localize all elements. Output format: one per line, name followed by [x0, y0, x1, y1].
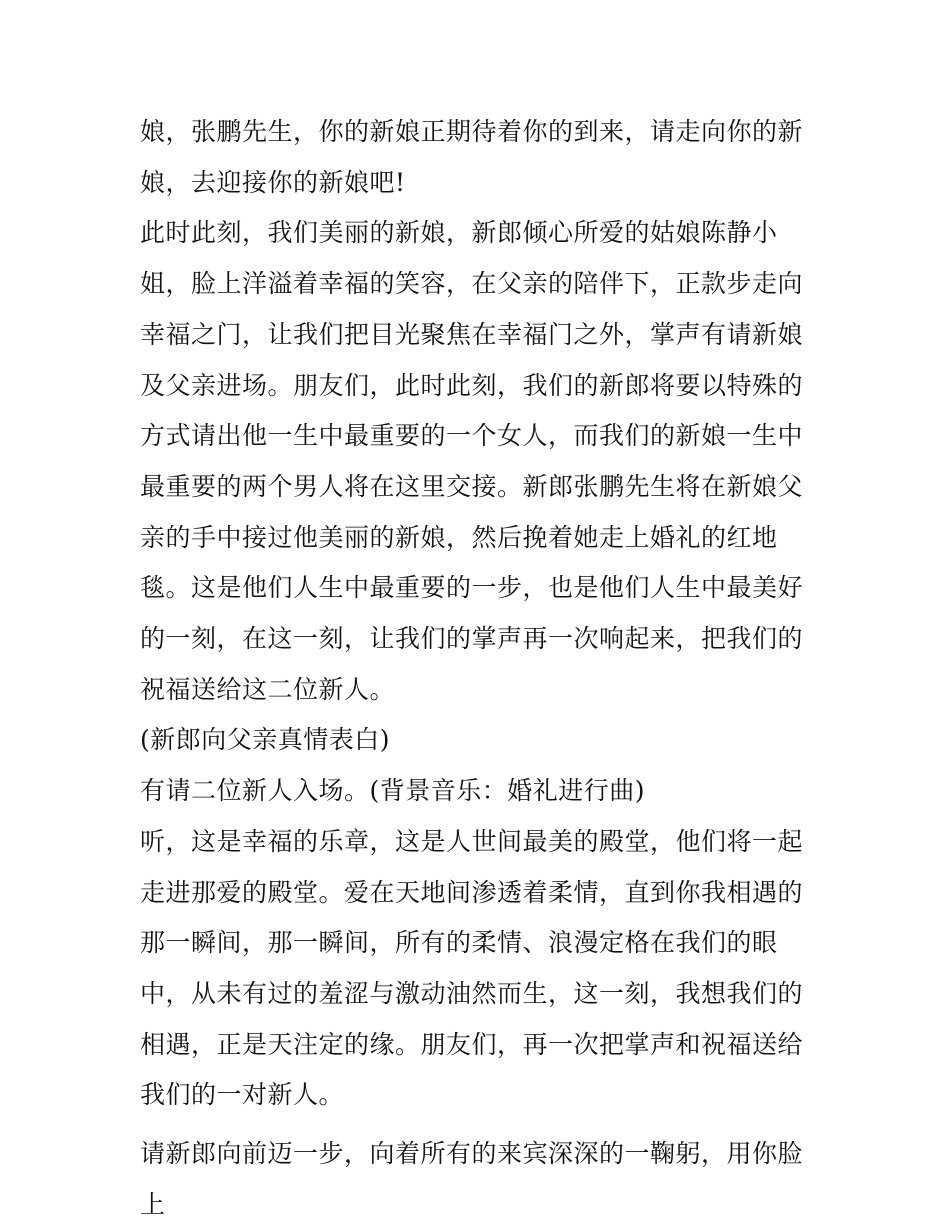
paragraph: 请新郎向前迈一步，向着所有的来宾深深的一鞠躬，用你脸上 — [140, 1139, 804, 1219]
paragraph: 有请二位新人入场。(背景音乐：婚礼进行曲) — [140, 776, 646, 806]
paragraph: (新郎向父亲真情表白) — [140, 725, 391, 755]
paragraph: 听，这是幸福的乐章，这是人世间最美的殿堂，他们将一起走进那爱的殿堂。爱在天地间渗透着柔情，直到你我相遇的那一瞬间，那一瞬间，所有的柔情、浪漫定格在我们的眼中，从未有过的羞涩与激动油然而生，这一刻，我想我们的相遇，正是天注定的缘。朋友们，再一次把掌声和祝福送给我们的一对新人。 — [140, 826, 804, 1110]
paragraph: 娘，张鹏先生，你的新娘正期待着你的到来，请走向你的新娘，去迎接你的新娘吧! — [140, 117, 804, 197]
paragraph: 此时此刻，我们美丽的新娘，新郎倾心所爱的姑娘陈静小姐，脸上洋溢着幸福的笑容，在父亲的陪伴下，正款步走向幸福之门，让我们把目光聚焦在幸福门之外，掌声有请新娘及父亲进场。朋友们，此时此刻，我们的新郎将要以特殊的方式请出他一生中最重要的一个女人，而我们的新娘一生中最重要的两个男人将在这里交接。新郎张鹏先生将在新娘父亲的手中接过他美丽的新娘，然后挽着她走上婚礼的红地毯。这是他们人生中最重要的一步，也是他们人生中最美好的一刻，在这一刻，让我们的掌声再一次响起来，把我们的祝福送给这二位新人。 — [140, 218, 804, 704]
document-body — [140, 107, 820, 1230]
